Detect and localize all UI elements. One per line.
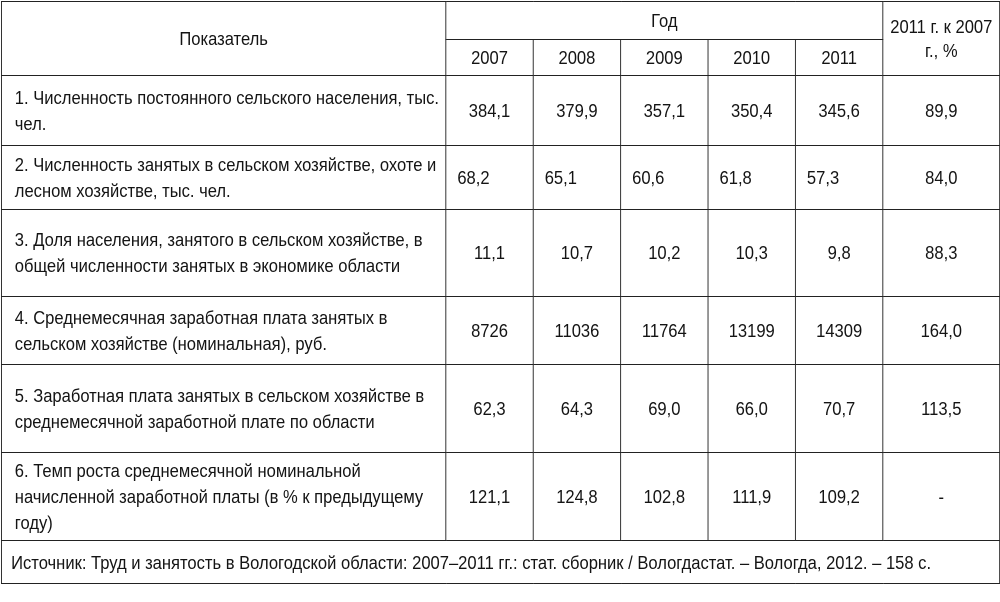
- cell-ratio: 84,0: [883, 146, 1000, 210]
- cell-2010: 111,9: [708, 453, 795, 541]
- table-row: [1, 453, 999, 541]
- row-label: 1. Численность постоянного сельского населения, тыс. чел.: [1, 76, 445, 146]
- cell-2008: 64,3: [533, 365, 620, 453]
- header-ratio: 2011 г. к 2007 г., %: [883, 2, 1000, 76]
- statistics-table: [1, 1, 1000, 584]
- row-label: 5. Заработная плата занятых в сельском хозяйстве в среднемесячной заработной плате по области: [1, 365, 445, 453]
- cell-2010: 66,0: [708, 365, 795, 453]
- table-row: [1, 297, 999, 365]
- cell-2007: 384,1: [446, 76, 533, 146]
- row-label: 2. Численность занятых в сельском хозяйстве, охоте и лесном хозяйстве, тыс. чел.: [1, 146, 445, 210]
- header-year-2009: 2009: [621, 40, 708, 76]
- cell-2011: 57,3: [795, 146, 882, 210]
- cell-2010: 350,4: [708, 76, 795, 146]
- header-year-2011: 2011: [795, 40, 882, 76]
- cell-2008: 65,1: [533, 146, 620, 210]
- cell-2008: 11036: [533, 297, 620, 365]
- cell-ratio: 88,3: [883, 210, 1000, 297]
- header-indicator: Показатель: [1, 2, 445, 76]
- table-row: [1, 76, 999, 146]
- cell-ratio: 89,9: [883, 76, 1000, 146]
- cell-2011: 9,8: [795, 210, 882, 297]
- cell-2009: 10,2: [621, 210, 708, 297]
- source-note: Источник: Труд и занятость в Вологодской области: 2007–2011 гг.: стат. сборник / Вологдастат. – Вологда, 2012. – 158 с.: [1, 541, 999, 584]
- header-year-2010: 2010: [708, 40, 795, 76]
- header-year: Год: [446, 2, 883, 40]
- cell-2007: 68,2: [446, 146, 533, 210]
- cell-2007: 121,1: [446, 453, 533, 541]
- cell-2009: 11764: [621, 297, 708, 365]
- cell-2011: 14309: [795, 297, 882, 365]
- cell-2009: 357,1: [621, 76, 708, 146]
- cell-ratio: 113,5: [883, 365, 1000, 453]
- cell-2010: 10,3: [708, 210, 795, 297]
- row-label: 3. Доля населения, занятого в сельском хозяйстве, в общей численности занятых в экономике области: [1, 210, 445, 297]
- cell-ratio: -: [883, 453, 1000, 541]
- cell-ratio: 164,0: [883, 297, 1000, 365]
- row-label: 6. Темп роста среднемесячной номинальной начисленной заработной платы (в % к предыдущему году): [1, 453, 445, 541]
- source-row: [1, 541, 999, 584]
- cell-2009: 69,0: [621, 365, 708, 453]
- cell-2011: 70,7: [795, 365, 882, 453]
- table-row: [1, 210, 999, 297]
- cell-2010: 13199: [708, 297, 795, 365]
- cell-2010: 61,8: [708, 146, 795, 210]
- row-label: 4. Среднемесячная заработная плата занятых в сельском хозяйстве (номинальная), руб.: [1, 297, 445, 365]
- cell-2008: 124,8: [533, 453, 620, 541]
- cell-2007: 8726: [446, 297, 533, 365]
- table-row: [1, 365, 999, 453]
- cell-2008: 379,9: [533, 76, 620, 146]
- cell-2008: 10,7: [533, 210, 620, 297]
- cell-2007: 62,3: [446, 365, 533, 453]
- header-year-2008: 2008: [533, 40, 620, 76]
- cell-2011: 345,6: [795, 76, 882, 146]
- cell-2009: 102,8: [621, 453, 708, 541]
- cell-2009: 60,6: [621, 146, 708, 210]
- cell-2011: 109,2: [795, 453, 882, 541]
- header-year-2007: 2007: [446, 40, 533, 76]
- table-row: [1, 146, 999, 210]
- cell-2007: 11,1: [446, 210, 533, 297]
